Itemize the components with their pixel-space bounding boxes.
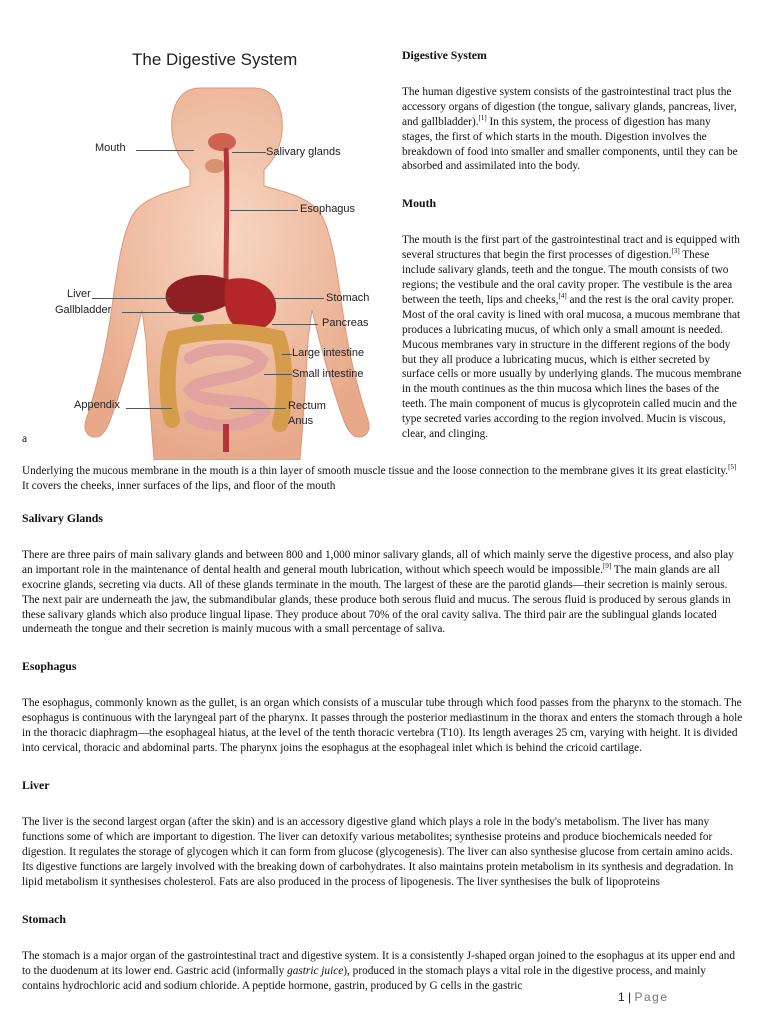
paragraph-esophagus: The esophagus, commonly known as the gullet, is an organ which consists of a muscular tube through which food passes from the pharynx to the stomach. The esophagus is continuous with the laryngeal part of the pharynx. It passes through the posterior mediastinum in the thorax and enters the stomach through a hole in the thoracic diaphragm—the esophageal hiatus, at the level of the tenth thoracic vertebra (T10). Its length averages 25 cm, varying with height. It is divided into cervical, thoracic and abdominal parts. The pharynx joins the esophagus at the esophageal inlet which is behind the cricoid cartilage. [22,696,743,754]
label-salivary-glands: Salivary glands [266,146,341,158]
paragraph-salivary-glands: There are three pairs of main salivary glands and between 800 and 1,000 minor salivary glands, all of which mainly serve the digestive process, and also play an important role in the maintenance of dental health and general mouth lubrication, without which speech would be impossible.[9] The main glands are all exocrine glands, secreting via ducts. All of these glands terminate in the mouth. The largest of these are the parotid glands—their secretion is mainly serous. The next pair are underneath the jaw, the submandibular glands, these produce both serous fluid and mucus. The serous fluid is produced by serous glands in these salivary glands which also produce lingual lipase. They produce about 70% of the oral cavity saliva. The third pair are the sublingual glands located underneath the tongue and their secretion is mainly mucous with a small percentage of saliva. [22,548,734,636]
mouth-leader [136,150,194,151]
section-stomach [22,912,744,994]
label-mouth: Mouth [95,142,126,154]
label-gallbladder: Gallbladder [55,304,112,316]
digestive-system-figure [50,40,390,460]
label-esophagus: Esophagus [300,203,356,215]
pancreas-leader [272,324,318,325]
paragraph-liver: The liver is the second largest organ (after the skin) and is an accessory digestive gland which plays a role in the body's metabolism. The liver has many functions some of which are important to digestion. The liver can detoxify various metabolites; synthesise proteins and produce biochemicals needed for digestion. It regulates the storage of glycogen which it can form from glucose (glycogenesis). The liver can also synthesise glucose from certain amino acids. Its digestive functions are largely involved with the breaking down of carbohydrates. It also maintains protein metabolism in its synthesis and degradation. In lipid metabolism it synthesises cholesterol. Fats are also produced in the process of lipogenesis. The liver synthesises the bulk of lipoproteins [22,815,734,888]
label-stomach: Stomach [326,292,370,304]
heading-salivary-glands: Salivary Glands [22,511,103,525]
italic-term: gastric juice [287,964,344,977]
citation[interactable]: [1] [478,113,487,122]
heading-esophagus: Esophagus [22,659,77,673]
section-liver [22,778,744,889]
figure-caption-mark: a [22,433,28,445]
page-separator: | [628,990,632,1004]
label-pancreas: Pancreas [322,317,369,329]
section-salivary-glands [22,511,744,637]
heading-mouth: Mouth [402,196,437,211]
citation[interactable]: [4] [558,292,567,301]
salivary-leader [232,152,266,153]
label-rectum: Rectum [288,400,326,412]
right-column [402,48,742,442]
heading-liver: Liver [22,778,50,792]
paragraph-mouth: The mouth is the first part of the gastrointestinal tract and is equipped with several structures that begin the first processes of digestion.[3] These include salivary glands, teeth and the tongue. The mouth consists of two regions; the vestibule and the oral cavity proper. The vestibule is the area between the teeth, lips and cheeks,[4] and the rest is the oral cavity proper. Most of the oral cavity is lined with oral mucosa, a mucous membrane that produces a lubricating mucus, of which only a small amount is needed. Mucous membranes vary in structure in the different regions of the body but they all produce a lubricating mucus, which is either secreted by surface cells or more usually by underlying glands. The mucous membrane in the mouth continues as the thin mucosa which lines the bases of the teeth. The main component of mucus is glycoprotein called mucin and the type secreted varies according to the region involved. Mucin is viscous, clear, and clinging. [402,234,742,441]
citation[interactable]: [3] [671,247,680,256]
large-intestine-leader [282,354,292,355]
citation[interactable]: [9] [603,562,612,571]
paragraph-stomach: The stomach is a major organ of the gastrointestinal tract and digestive system. It is a consistently J-shaped organ joined to the esophagus at its upper end and to the duodenum at its lower end. Gastric acid (informally gastric juice), produced in the stomach plays a vital role in the digestive process, and mainly contains hydrochloric acid and sodium chloride. A peptide hormone, gastrin, produced by G cells in the gastric [22,949,736,992]
heading-digestive-system: Digestive System [402,48,487,62]
anatomy-illustration [50,40,390,460]
heading-stomach: Stomach [22,912,66,926]
mouth-continuation [22,464,744,494]
label-anus: Anus [288,415,314,427]
label-appendix: Appendix [74,399,120,411]
page-number: 1 [618,990,625,1004]
page-footer [618,990,669,1004]
figure-title: The Digestive System [132,50,298,69]
label-large-intestine: Large intestine [292,347,365,359]
label-small-intestine: Small intestine [292,368,364,380]
esophagus-leader [230,210,298,211]
citation[interactable]: [5] [728,463,737,472]
paragraph-digestive-system: The human digestive system consists of the gastrointestinal tract plus the accessory organs of digestion (the tongue, salivary glands, pancreas, liver, and gallbladder).[1] In this system, the process of digestion has many stages, the first of which starts in the mouth. Digestion involves the breakdown of food into smaller and smaller components, until they can be absorbed and assimilated into the body. [402,85,738,173]
stomach-leader [274,298,324,299]
label-liver: Liver [67,288,91,300]
liver-leader [92,298,170,299]
gallbladder-leader [122,312,198,313]
appendix-leader [126,408,172,409]
small-intestine-leader [264,374,292,375]
page-label: Page [634,990,669,1004]
section-esophagus [22,659,744,756]
rectum-leader [230,408,286,409]
paragraph-mouth-continued: Underlying the mucous membrane in the mouth is a thin layer of smooth muscle tissue and the loose connection to the membrane gives it its great elasticity.[5] It covers the cheeks, inner surfaces of the lips, and floor of the mouth [22,463,737,492]
